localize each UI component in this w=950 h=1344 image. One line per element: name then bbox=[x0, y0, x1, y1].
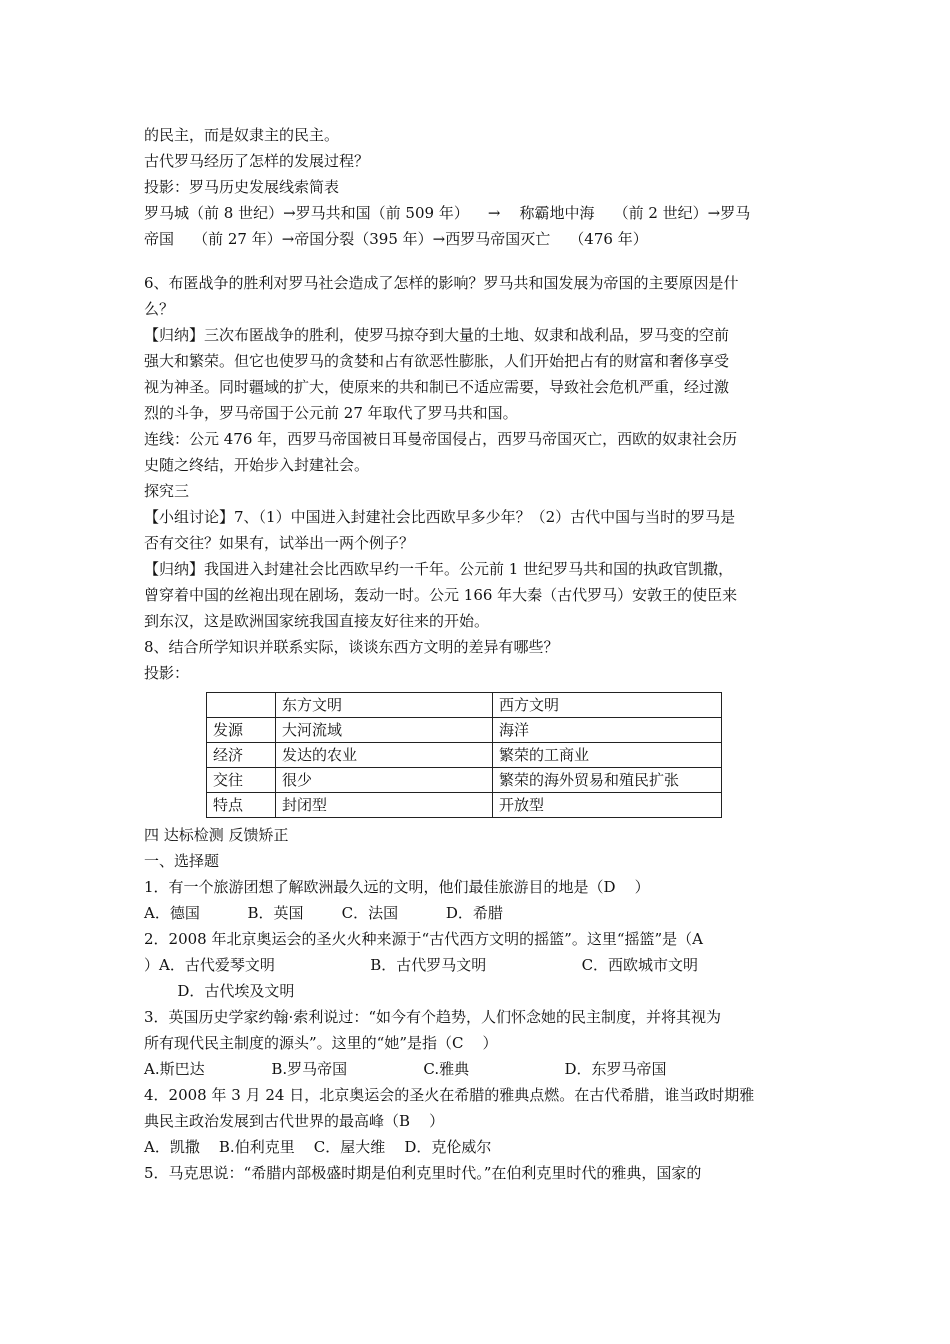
question-6: 6、布匿战争的胜利对罗马社会造成了怎样的影响？罗马共和国发展为帝国的主要原因是什 bbox=[144, 274, 739, 292]
text-line: 投影：罗马历史发展线索简表 bbox=[144, 178, 340, 196]
blank-gap bbox=[144, 252, 812, 270]
table-cell: 封闭型 bbox=[276, 793, 493, 818]
table-cell: 西方文明 bbox=[493, 693, 722, 718]
text-line: 古代罗马经历了怎样的发展过程？ bbox=[144, 152, 370, 170]
mc-options-4: A．凯撒 B.伯利克里 C．屋大维 D．克伦威尔 bbox=[144, 1138, 492, 1156]
question-7: 【小组讨论】7、（1）中国进入封建社会比西欧早多少年？（2）古代中国与当时的罗马是 bbox=[144, 508, 736, 526]
mc-question-4-cont: 典民主政治发展到古代世界的最高峰（B ） bbox=[144, 1112, 445, 1130]
text-line: 的民主，而是奴隶主的民主。 bbox=[144, 126, 340, 144]
table-cell: 经济 bbox=[207, 743, 276, 768]
table-cell bbox=[207, 693, 276, 718]
summary-2: 到东汉，这是欧洲国家统我国直接友好往来的开始。 bbox=[144, 612, 490, 630]
summary-2: 曾穿着中国的丝袍出现在剧场，轰动一时。公元 166 年大秦（古代罗马）安敦王的使臣来 bbox=[144, 586, 738, 604]
mc-options-1: A．德国 B．英国 C．法国 D．希腊 bbox=[144, 904, 503, 922]
table-cell: 交往 bbox=[207, 768, 276, 793]
section-heading: 一、选择题 bbox=[144, 852, 220, 870]
table-cell: 海洋 bbox=[493, 718, 722, 743]
mc-question-3-cont: 所有现代民主制度的源头”。这里的“她”是指（C ） bbox=[144, 1034, 498, 1052]
table-header-row bbox=[207, 693, 722, 718]
question-8: 8、结合所学知识并联系实际，谈谈东西方文明的差异有哪些？ bbox=[144, 638, 559, 656]
section-heading: 四 达标检测 反馈矫正 bbox=[144, 826, 289, 844]
civilization-table bbox=[206, 692, 722, 818]
table-cell: 东方文明 bbox=[276, 693, 493, 718]
section-heading: 探究三 bbox=[144, 482, 190, 500]
table-cell: 发达的农业 bbox=[276, 743, 493, 768]
table-cell: 开放型 bbox=[493, 793, 722, 818]
timeline-line: 罗马城（前 8 世纪）→罗马共和国（前 509 年） → 称霸地中海 （前 2 世纪）→罗马 bbox=[144, 204, 751, 222]
table-cell: 繁荣的工商业 bbox=[493, 743, 722, 768]
mc-question-1: 1．有一个旅游团想了解欧洲最久远的文明，他们最佳旅游目的地是（D ） bbox=[144, 878, 650, 896]
table-row bbox=[207, 718, 722, 743]
table-row bbox=[207, 743, 722, 768]
table-cell: 大河流域 bbox=[276, 718, 493, 743]
summary-1: 视为神圣。同时疆域的扩大，使原来的共和制已不适应需要，导致社会危机严重，经过激 bbox=[144, 378, 730, 396]
connection-line: 史随之终结，开始步入封建社会。 bbox=[144, 456, 370, 474]
table-cell: 很少 bbox=[276, 768, 493, 793]
mc-options-2-cont: D．古代埃及文明 bbox=[144, 982, 295, 1000]
table-row bbox=[207, 793, 722, 818]
mc-options-3: A.斯巴达 B.罗马帝国 C.雅典 D．东罗马帝国 bbox=[144, 1060, 667, 1078]
mc-question-4: 4．2008 年 3 月 24 日，北京奥运会的圣火在希腊的雅典点燃。在古代希腊，谁当政时期雅 bbox=[144, 1086, 755, 1104]
summary-1: 烈的斗争，罗马帝国于公元前 27 年取代了罗马共和国。 bbox=[144, 404, 518, 422]
mc-question-3: 3．英国历史学家约翰·索利说过：“如今有个趋势，人们怀念她的民主制度，并将其视为 bbox=[144, 1008, 721, 1026]
document-page bbox=[144, 122, 812, 1186]
question-6-cont: 么？ bbox=[144, 300, 175, 318]
timeline-line: 帝国 （前 27 年）→帝国分裂（395 年）→西罗马帝国灭亡 （476 年） bbox=[144, 230, 648, 248]
mc-options-2: ）A．古代爱琴文明 B．古代罗马文明 C．西欧城市文明 bbox=[144, 956, 699, 974]
connection-line: 连线：公元 476 年，西罗马帝国被日耳曼帝国侵占，西罗马帝国灭亡，西欧的奴隶社会历 bbox=[144, 430, 738, 448]
mc-question-5: 5．马克思说：“希腊内部极盛时期是伯利克里时代。”在伯利克里时代的雅典，国家的 bbox=[144, 1164, 702, 1182]
projection-label: 投影： bbox=[144, 664, 190, 682]
table-cell: 发源 bbox=[207, 718, 276, 743]
table-cell: 特点 bbox=[207, 793, 276, 818]
mc-question-2: 2．2008 年北京奥运会的圣火火种来源于“古代西方文明的摇篮”。这里“摇篮”是（A bbox=[144, 930, 703, 948]
table-cell: 繁荣的海外贸易和殖民扩张 bbox=[493, 768, 722, 793]
summary-2: 【归纳】我国进入封建社会比西欧早约一千年。公元前 1 世纪罗马共和国的执政官凯撒， bbox=[144, 560, 734, 578]
summary-1: 强大和繁荣。但它也使罗马的贪婪和占有欲恶性膨胀，人们开始把占有的财富和奢侈享受 bbox=[144, 352, 730, 370]
table-row bbox=[207, 768, 722, 793]
question-7-cont: 否有交往？如果有，试举出一两个例子？ bbox=[144, 534, 415, 552]
summary-1: 【归纳】三次布匿战争的胜利，使罗马掠夺到大量的土地、奴隶和战利品，罗马变的空前 bbox=[144, 326, 730, 344]
